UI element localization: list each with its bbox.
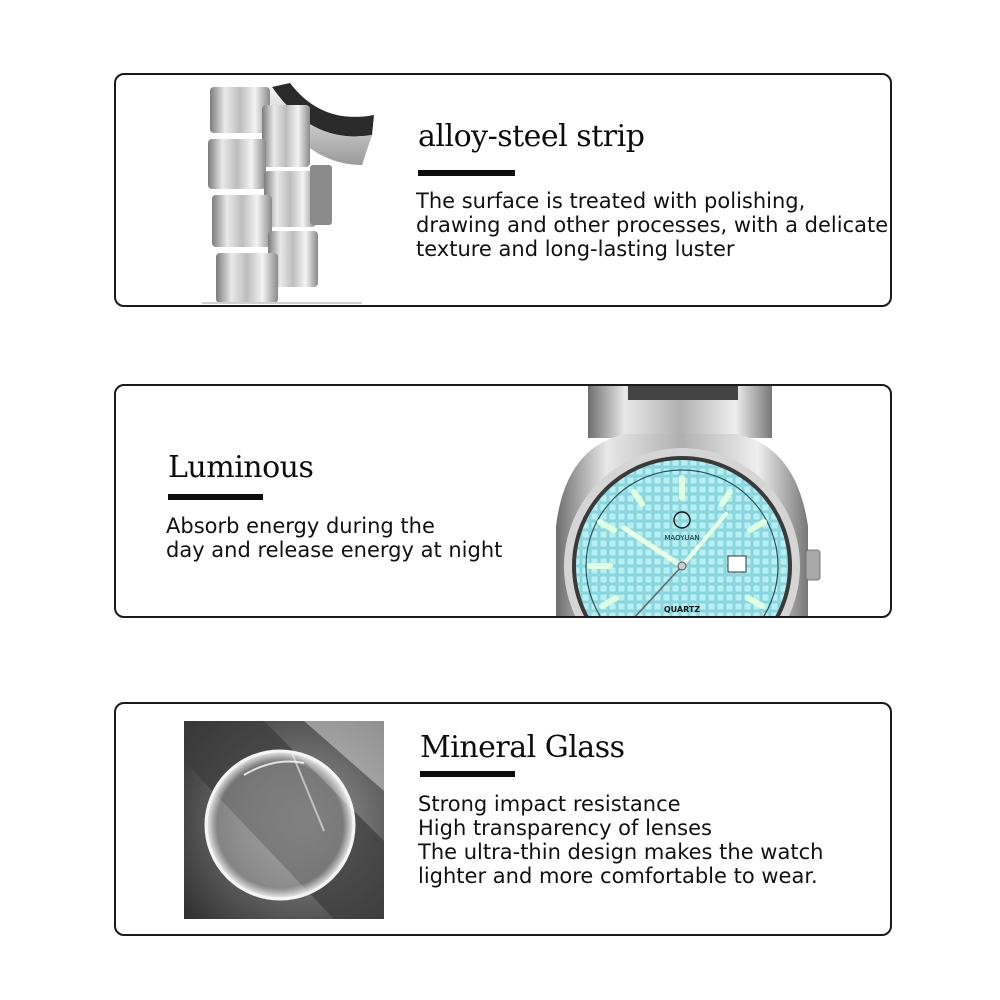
title-underline: [418, 170, 515, 176]
description-line: lighter and more comfortable to wear.: [418, 864, 818, 888]
feature-description: [418, 792, 823, 888]
description-line: Absorb energy during the: [166, 514, 435, 538]
description-line: drawing and other processes, with a delicate: [416, 213, 889, 237]
description-line: High transparency of lenses: [418, 816, 712, 840]
feature-description: [166, 514, 502, 562]
dial-movement: QUARTZ: [663, 605, 701, 614]
watch-dial-image: [536, 386, 826, 618]
title-underline: [168, 494, 263, 500]
description-line: texture and long-lasting luster: [416, 237, 735, 261]
feature-card-glass: [114, 702, 892, 936]
feature-title: alloy-steel strip: [418, 119, 645, 154]
feature-title: Mineral Glass: [420, 730, 625, 765]
feature-card-strip: [114, 73, 892, 307]
title-underline: [420, 771, 515, 777]
description-line: The ultra-thin design makes the watch: [418, 840, 824, 864]
description-line: Strong impact resistance: [418, 792, 681, 816]
feature-title: Luminous: [168, 450, 314, 485]
feature-description: [416, 189, 888, 261]
mineral-glass-image: [184, 721, 384, 919]
steel-strap-image: [202, 75, 392, 307]
dial-brand: MAOYUAN: [664, 534, 700, 542]
description-line: The surface is treated with polishing,: [416, 189, 806, 213]
feature-card-luminous: [114, 384, 892, 618]
description-line: day and release energy at night: [166, 538, 503, 562]
